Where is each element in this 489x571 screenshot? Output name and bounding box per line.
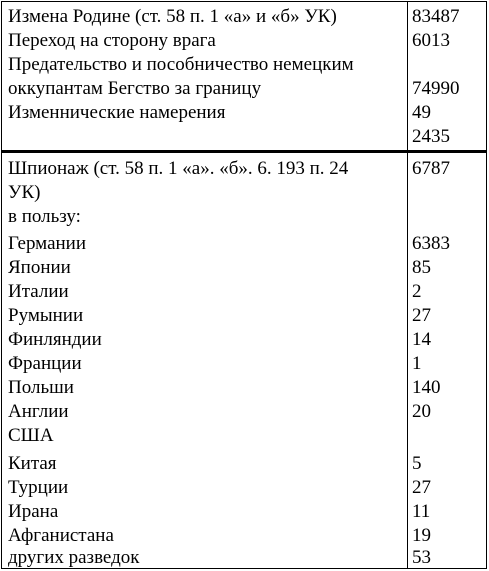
collaboration-label-line1: Предательство и пособничество немецким bbox=[8, 54, 354, 75]
country-label: Турции bbox=[8, 477, 69, 498]
treason-label: Измена Родине (ст. 58 п. 1 «а» и «б» УК) bbox=[8, 6, 337, 27]
espionage-label-line2: УК) bbox=[8, 182, 41, 203]
flight-value: 49 bbox=[412, 102, 431, 123]
espionage-label-line1: Шпионаж (ст. 58 п. 1 «а». «б». 6. 193 п. 24 bbox=[8, 158, 349, 179]
country-label: других разведок bbox=[8, 547, 140, 568]
defection-value: 6013 bbox=[412, 30, 450, 51]
defection-label: Переход на сторону врага bbox=[8, 30, 216, 51]
espionage-total-value: 6787 bbox=[412, 158, 450, 179]
country-label: Афганистана bbox=[8, 525, 114, 546]
country-value: 85 bbox=[412, 257, 431, 278]
country-value: 1 bbox=[412, 353, 422, 374]
collaboration-value: 74990 bbox=[412, 78, 460, 99]
country-value: 19 bbox=[412, 525, 431, 546]
country-value: 20 bbox=[412, 401, 431, 422]
country-label: Франции bbox=[8, 353, 82, 374]
treason-intent-value: 2435 bbox=[412, 126, 450, 147]
country-value: 5 bbox=[412, 453, 422, 474]
country-label: Англии bbox=[8, 401, 69, 422]
country-value: 6383 bbox=[412, 233, 450, 254]
espionage-label-line3: в пользу: bbox=[8, 206, 81, 227]
treason-intent-label: Изменнические намерения bbox=[8, 102, 226, 123]
country-label: Японии bbox=[8, 257, 71, 278]
country-label: Китая bbox=[8, 453, 57, 474]
section-divider bbox=[2, 150, 486, 153]
country-label: Ирана bbox=[8, 501, 59, 522]
country-value: 27 bbox=[412, 477, 431, 498]
column-divider bbox=[407, 2, 408, 568]
data-table bbox=[1, 1, 487, 569]
country-label: Италии bbox=[8, 281, 69, 302]
country-label: США bbox=[8, 425, 54, 446]
country-label: Польши bbox=[8, 377, 74, 398]
country-value: 53 bbox=[412, 547, 431, 568]
country-value: 140 bbox=[412, 377, 441, 398]
country-value: 27 bbox=[412, 305, 431, 326]
treason-total-value: 83487 bbox=[412, 6, 460, 27]
country-label: Финляндии bbox=[8, 329, 102, 350]
country-value: 11 bbox=[412, 501, 431, 522]
collaboration-label-line2: оккупантам Бегство за границу bbox=[8, 78, 262, 99]
country-value: 2 bbox=[412, 281, 422, 302]
country-label: Германии bbox=[8, 233, 87, 254]
country-label: Румынии bbox=[8, 305, 84, 326]
country-value: 14 bbox=[412, 329, 431, 350]
